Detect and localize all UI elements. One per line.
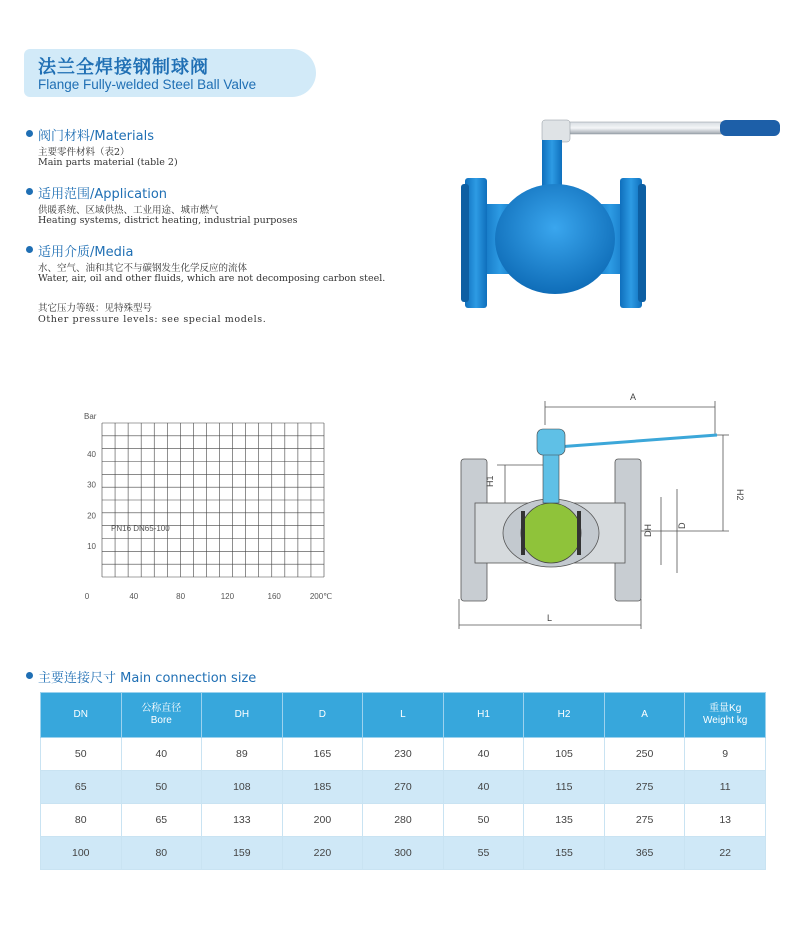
table-cell: 55 [443, 837, 524, 870]
column-header [41, 693, 122, 738]
table-cell: 105 [524, 738, 605, 771]
column-header [363, 693, 444, 738]
table-cell: 300 [363, 837, 444, 870]
bullet-icon [26, 130, 33, 137]
media-line-cn: 水、空气、油和其它不与碳钢发生化学反应的流体 [38, 263, 248, 274]
table-cell: 165 [282, 738, 363, 771]
table-title: 主要连接尺寸 Main connection size [38, 671, 257, 686]
table-cell: 155 [524, 837, 605, 870]
connection-size-table [40, 692, 766, 870]
column-header [604, 693, 685, 738]
x-tick-label: 40 [129, 592, 139, 601]
column-header [524, 693, 605, 738]
column-header [121, 693, 202, 738]
materials-line-cn: 主要零件材料（表2） [38, 147, 130, 158]
x-tick-label: 200℃ [309, 592, 333, 601]
table-cell: 200 [282, 804, 363, 837]
table-cell: 220 [282, 837, 363, 870]
table-cell: 50 [443, 804, 524, 837]
table-cell: 275 [604, 771, 685, 804]
column-header-main: D [318, 709, 327, 720]
valve-handle [550, 122, 735, 134]
application-line-en: Heating systems, district heating, industrial purposes [38, 215, 298, 226]
table-cell: 89 [202, 738, 283, 771]
table-cell: 65 [121, 804, 202, 837]
application-title: 适用范围/Application [38, 187, 168, 202]
column-header-main: H2 [557, 709, 571, 720]
table-cell: 9 [685, 738, 766, 771]
column-header-main: DH [234, 709, 250, 720]
y-axis-label: Bar [84, 412, 97, 421]
valve-stem [542, 140, 562, 190]
pressure-note-cn: 其它压力等级：见特殊型号 [38, 303, 153, 314]
media-line-en: Water, air, oil and other fluids, which are not decomposing carbon steel. [38, 273, 386, 284]
label-d: D [677, 522, 687, 529]
column-header-sub: Weight kg [703, 715, 748, 726]
label-l: L [547, 613, 553, 623]
column-header-main: 重量Kg [709, 703, 742, 714]
table-row [41, 738, 766, 771]
drawing-ball [521, 503, 581, 563]
table-cell: 65 [41, 771, 122, 804]
table-cell: 40 [443, 771, 524, 804]
valve-dimension-drawing [445, 385, 785, 633]
materials-title: 阀门材料/Materials [38, 129, 154, 144]
bullet-icon [26, 188, 33, 195]
column-header-sub: Bore [150, 715, 172, 726]
materials-line-en: Main parts material (table 2) [38, 157, 178, 168]
handle-grip [720, 120, 780, 136]
bullet-icon [26, 672, 33, 679]
table-cell: 135 [524, 804, 605, 837]
table-cell: 40 [443, 738, 524, 771]
table-cell: 133 [202, 804, 283, 837]
valve-body [495, 184, 615, 294]
table-cell: 80 [121, 837, 202, 870]
table-cell: 115 [524, 771, 605, 804]
y-tick-label: 10 [87, 542, 96, 552]
chart-grid [102, 423, 324, 577]
table-cell: 50 [121, 771, 202, 804]
label-a: A [630, 392, 637, 402]
page-title-en: Flange Fully-welded Steel Ball Valve [38, 77, 257, 92]
table-cell: 100 [41, 837, 122, 870]
table-row [41, 837, 766, 870]
label-h2: H2 [735, 489, 745, 501]
column-header-main: DN [73, 709, 88, 720]
valve-product-image [460, 112, 790, 322]
column-header-main: H1 [477, 709, 490, 720]
table-cell: 22 [685, 837, 766, 870]
application-line-cn: 供暖系统、区域供热、工业用途、城市燃气 [38, 205, 219, 216]
table-body [41, 738, 766, 870]
label-h1: H1 [485, 475, 495, 487]
column-header [202, 693, 283, 738]
column-header [282, 693, 363, 738]
table-row [41, 804, 766, 837]
table-cell: 250 [604, 738, 685, 771]
table-cell: 108 [202, 771, 283, 804]
table-cell: 159 [202, 837, 283, 870]
table-cell: 185 [282, 771, 363, 804]
table-cell: 80 [41, 804, 122, 837]
x-tick-label: 0 [84, 592, 90, 601]
table-cell: 13 [685, 804, 766, 837]
pressure-note-en: Other pressure levels: see special models. [38, 314, 267, 325]
label-dh: DH [643, 524, 653, 537]
column-header-main: L [400, 709, 406, 720]
y-tick-label: 30 [87, 480, 96, 490]
table-cell: 50 [41, 738, 122, 771]
x-tick-label: 80 [176, 592, 186, 601]
drawing-handle [557, 435, 717, 447]
pressure-temperature-chart [70, 405, 360, 605]
column-header-main: A [641, 709, 648, 720]
table-cell: 280 [363, 804, 444, 837]
bullet-icon [26, 246, 33, 253]
column-header-main: 公称直径 [141, 703, 182, 714]
x-tick-label: 120 [220, 592, 235, 601]
column-header [685, 693, 766, 738]
y-tick-label: 40 [87, 449, 96, 459]
y-tick-label: 20 [87, 511, 96, 521]
media-title: 适用介质/Media [38, 245, 134, 260]
table-cell: 230 [363, 738, 444, 771]
table-cell: 275 [604, 804, 685, 837]
table-header-row [41, 693, 766, 738]
column-header [443, 693, 524, 738]
table-row [41, 771, 766, 804]
chart-annotation: PN16 DN65-100 [111, 524, 170, 533]
table-cell: 11 [685, 771, 766, 804]
table-cell: 365 [604, 837, 685, 870]
drawing-stem-head [537, 429, 565, 455]
table-cell: 270 [363, 771, 444, 804]
table-cell: 40 [121, 738, 202, 771]
page-title-cn: 法兰全焊接钢制球阀 [38, 57, 209, 78]
x-tick-label: 160 [267, 592, 281, 601]
